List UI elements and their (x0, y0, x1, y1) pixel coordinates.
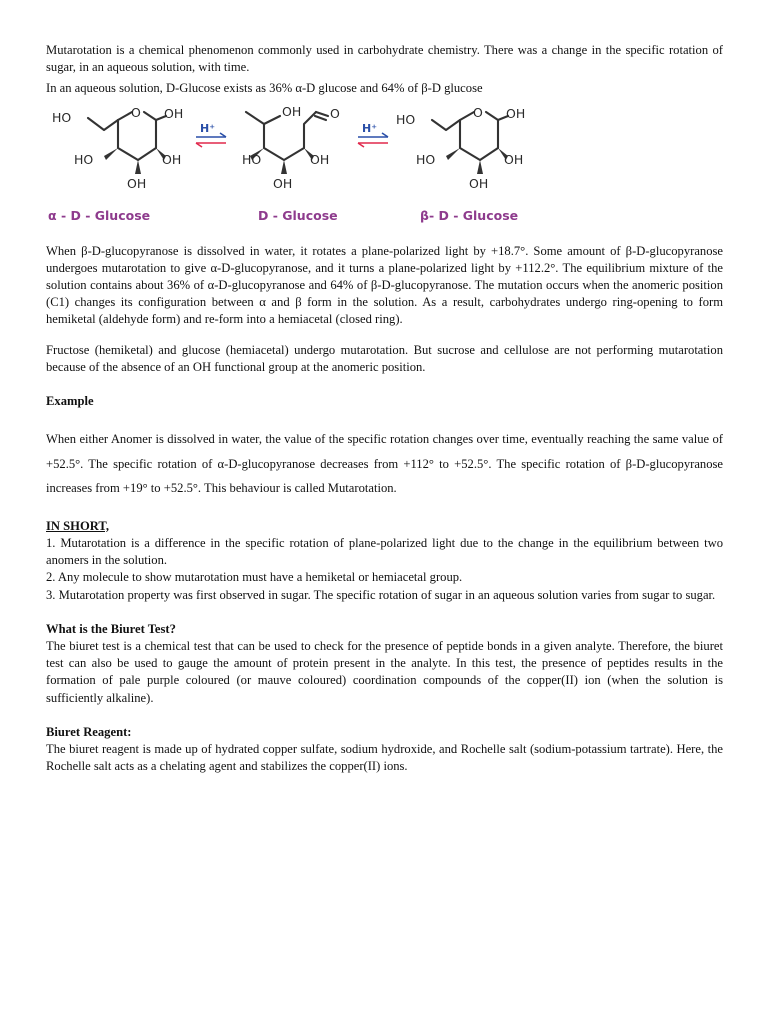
catalyst-label-1: H⁺ (200, 121, 216, 135)
equilibrium-arrows-1 (196, 122, 226, 147)
alpha-oh-c2-label: OH (162, 151, 182, 167)
beta-glucose-caption: β- D - Glucose (420, 207, 519, 223)
open-ho-c4-label: HO (242, 151, 262, 167)
open-chain-glucose-structure (242, 104, 340, 223)
open-oh-c3-label: OH (273, 175, 293, 191)
beta-c5-o-bond (460, 112, 474, 120)
hemiketal-paragraph: Fructose (hemiketal) and glucose (hemiacetal) undergo mutarotation. But sucrose and cellulose are not performing mutarotation because of the absence of an OH functional group at the anomeric position. (46, 342, 723, 374)
alpha-ring-bonds (118, 120, 156, 160)
biuret-test-heading: What is the Biuret Test? (46, 621, 176, 636)
beta-c3-wedge (477, 160, 483, 174)
example-paragraph: When either Anomer is dissolved in water, the value of the specific rotation changes over time, eventually reaching the same value of +52.5°. The specific rotation of α-D-glucopyranose decreases from +112° to +52.5°. The specific rotation of β-D-glucopyranose increases from +19° to +52.5°. This behaviour is called Mutarotation. (46, 432, 723, 496)
biuret-reagent-heading: Biuret Reagent: (46, 724, 132, 739)
alpha-ho-c4-label: HO (74, 151, 94, 167)
open-chain-caption: D - Glucose (258, 207, 338, 223)
open-c3-wedge (281, 160, 287, 174)
open-aldehyde-bond-a (316, 112, 328, 116)
beta-glucose-structure (396, 105, 525, 223)
beta-oh-c1-label: OH (506, 105, 526, 121)
beta-o-c1-bond (486, 112, 498, 120)
alpha-oh-c3-label: OH (127, 175, 147, 191)
open-aldehyde-bond-b (315, 116, 326, 120)
rotation-paragraph: When β-D-glucopyranose is dissolved in water, it rotates a plane-polarized light by +18.7°. Some amount of β-D-glucopyranose undergoes mutarotation to give α-D-glucopyranose, and it turns a plane-polarized light by +112.2°. The equilibrium mixture of the solution contains about 36% of α-D-glucopyranose and 64% of β-D-glucopyranose. The mutation occurs when the anomeric position (C1) changes its configuration between α and β form in the solution. As a result, carbohydrates undergo ring-opening to form hemiketal (aldehyde form) and re-form into a hemiacetal (closed ring). (46, 243, 723, 327)
alpha-c3-wedge (135, 160, 141, 174)
in-short-item-3: 3. Mutarotation property was first observed in sugar. The specific rotation of sugar in an aqueous solution varies from sugar to sugar. (46, 587, 716, 602)
alpha-c6-bond (88, 118, 118, 130)
alpha-ring-o-label: O (131, 104, 141, 120)
document-page (46, 42, 723, 775)
alpha-glucose-structure (48, 105, 183, 223)
mutarotation-diagram (46, 102, 723, 232)
open-aldehyde-o-label: O (330, 105, 340, 121)
in-short-item-1: 1. Mutarotation is a difference in the specific rotation of plane-polarized light due to the change in the equilibrium between two anomers in the solution. (46, 535, 723, 568)
in-short-heading: IN SHORT, (46, 518, 110, 533)
intro-composition-line: In an aqueous solution, D-Glucose exists as 36% α-D glucose and 64% of β-D glucose (46, 81, 483, 96)
alpha-oh-c1-label: OH (164, 105, 184, 121)
beta-oh-c2-label: OH (504, 151, 524, 167)
beta-ho-c6-label: HO (396, 111, 416, 127)
open-oh-c5-label: OH (282, 103, 302, 119)
in-short-item-2: 2. Any molecule to show mutarotation must have a hemiketal or hemiacetal group. (46, 570, 463, 585)
equilibrium-arrows-2 (358, 122, 388, 147)
beta-ring-o-label: O (473, 104, 483, 120)
biuret-test-paragraph: The biuret test is a chemical test that can be used to check for the presence of peptide bonds in a given analyte. Therefore, the biuret test can also be used to gauge the amount of protein present in the analyte. In this test, the presence of peptides results in the formation of pale purple coloured (or mauve coloured) coordination compounds of the copper(II) ion (when the solution is sufficiently alkaline). (46, 638, 723, 705)
alpha-glucose-caption: α - D - Glucose (48, 207, 151, 223)
catalyst-label-2: H⁺ (362, 121, 378, 135)
glucose-structures-svg (46, 102, 723, 232)
alpha-c5-o-bond (118, 112, 132, 120)
open-c5-oh-bond (264, 116, 280, 124)
biuret-reagent-paragraph: The biuret reagent is made up of hydrated copper sulfate, sodium hydroxide, and Rochelle salt (sodium-potassium tartrate). Here, the Rochelle salt acts as a chelating agent and stabilizes the copper(II) ions. (46, 741, 723, 774)
beta-oh-c3-label: OH (469, 175, 489, 191)
intro-paragraph: Mutarotation is a chemical phenomenon commonly used in carbohydrate chemistry. There was a change in the specific rotation of sugar, in an aqueous solution, with time. (46, 43, 723, 75)
open-oh-c2-label: OH (310, 151, 330, 167)
beta-c4-wedge (446, 148, 460, 160)
alpha-o-c1-bond (144, 112, 156, 120)
beta-c6-bond (432, 120, 460, 130)
beta-ring-bonds (460, 120, 498, 160)
beta-ho-c4-label: HO (416, 151, 436, 167)
alpha-ho-c6-label: HO (52, 109, 72, 125)
alpha-c4-wedge (104, 148, 118, 160)
example-heading: Example (46, 394, 94, 409)
